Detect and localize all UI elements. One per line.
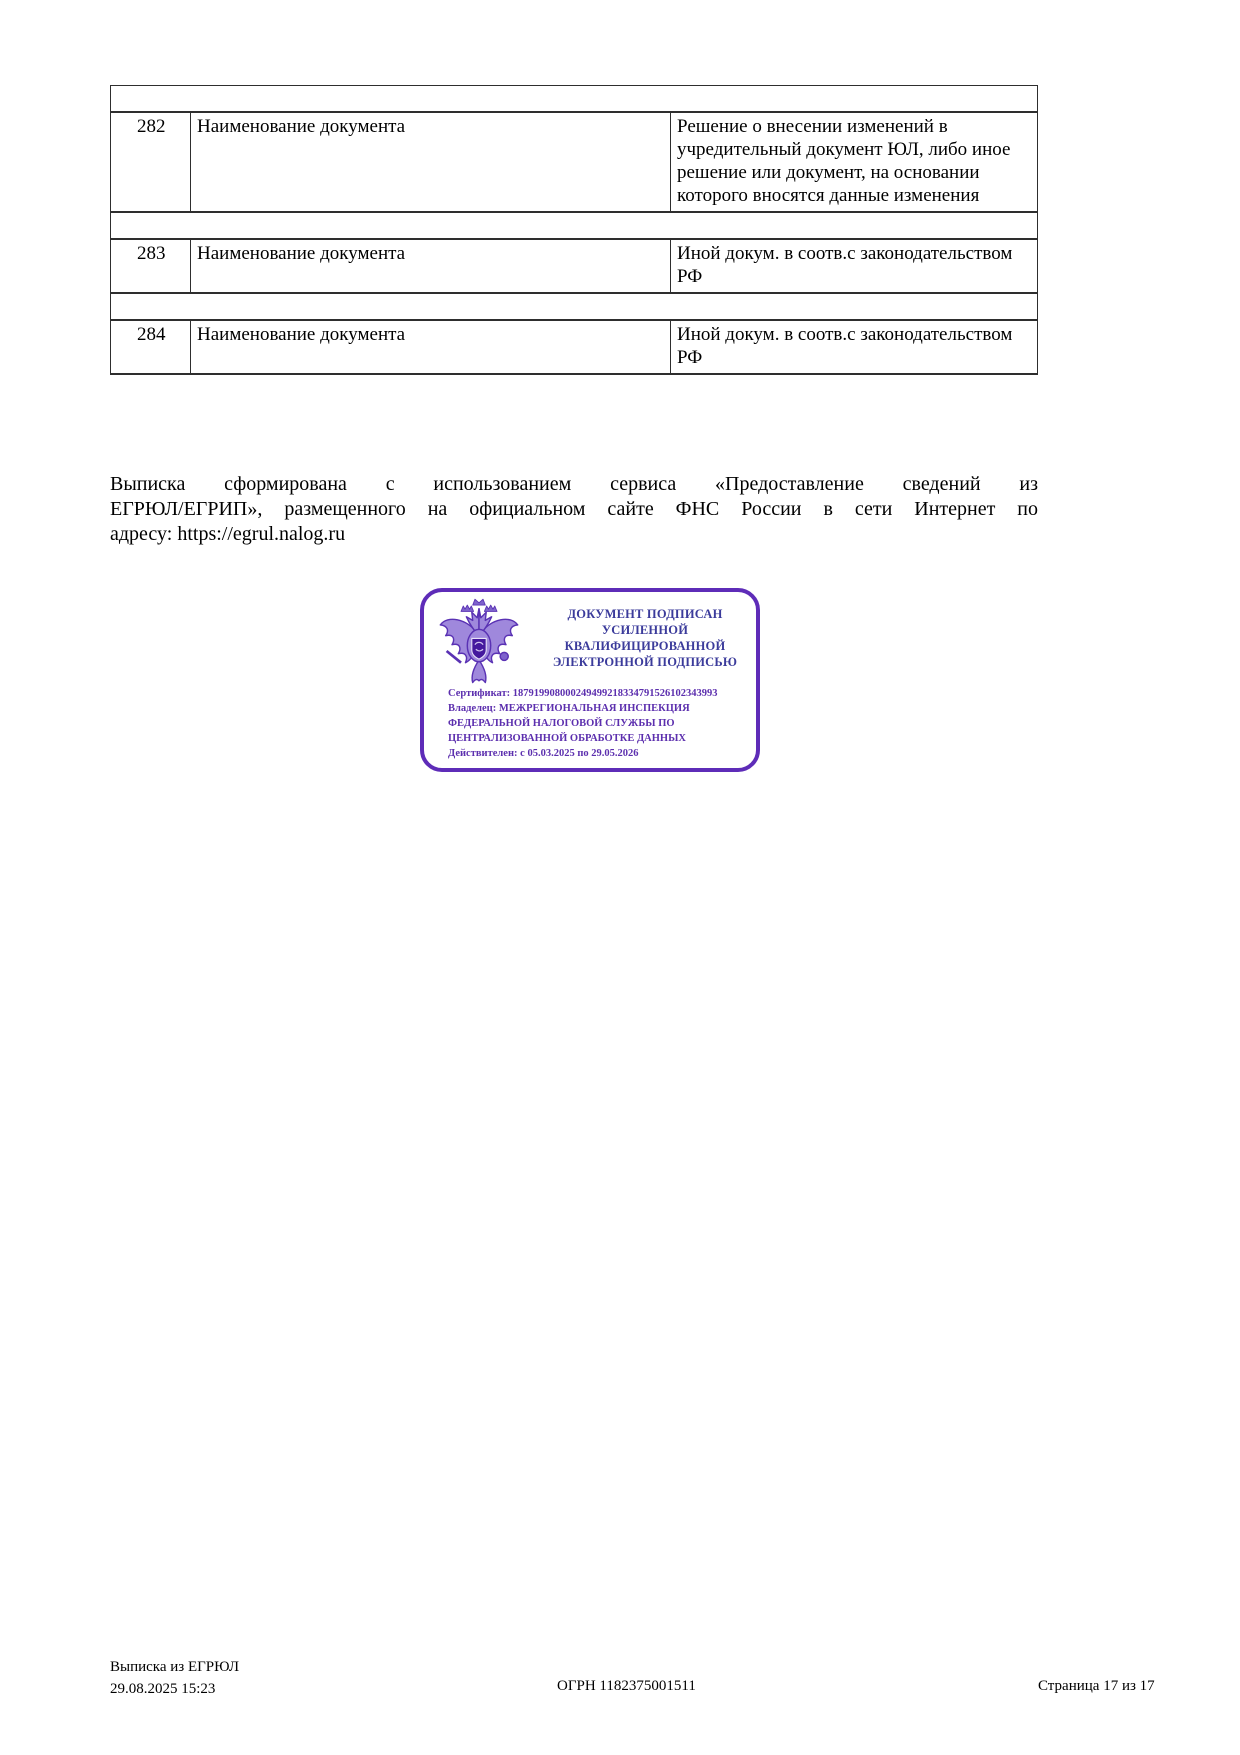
attribute-cell: Наименование документа (191, 321, 671, 373)
owner-label: Владелец: (448, 703, 497, 714)
stamp-title-line: УСИЛЕННОЙ КВАЛИФИЦИРОВАННОЙ (564, 623, 726, 653)
note-line: адресу: https://egrul.nalog.ru (110, 523, 346, 545)
validity-value: с 05.03.2025 по 29.05.2026 (520, 748, 639, 759)
value-cell: Иной докум. в соотв.с законодательством РФ (677, 324, 1013, 368)
certificate-value: 187919908000249499218334791526102343993 (512, 688, 718, 699)
table-row (111, 240, 1037, 294)
validity-label: Действителен: (448, 748, 518, 759)
footer-page-number: Страница 17 из 17 (1038, 1678, 1155, 1694)
stamp-title-line: ЭЛЕКТРОННОЙ ПОДПИСЬЮ (552, 655, 738, 669)
coat-of-arms-icon (434, 597, 524, 687)
note-line: Выписка сформирована с использованием сервиса «Предоставление сведений из (110, 473, 1038, 495)
table-row (111, 321, 1037, 373)
table-spacer-row (111, 294, 1037, 321)
value-cell: Иной докум. в соотв.с законодательством РФ (677, 243, 1013, 287)
footer-generated-timestamp: 29.08.2025 15:23 (110, 1681, 216, 1697)
validity-line (448, 746, 748, 761)
table-spacer-row (111, 213, 1037, 240)
attribute-cell: Наименование документа (191, 240, 671, 292)
row-number-cell: 283 (111, 240, 191, 292)
stamp-details (448, 686, 748, 761)
note-line: ЕГРЮЛ/ЕГРИП», размещенного на официальном сайте ФНС России в сети Интернет по (110, 498, 1038, 520)
signature-stamp (420, 588, 760, 772)
table-spacer-row (111, 86, 1037, 113)
footer-ogrn: ОГРН 1182375001511 (557, 1678, 696, 1694)
stamp-title (536, 606, 754, 670)
owner-line (448, 701, 748, 746)
stamp-title-line: ДОКУМЕНТ ПОДПИСАН (567, 607, 723, 621)
extract-table (110, 85, 1038, 375)
value-cell: Решение о внесении изменений в учредительный документ ЮЛ, либо иное решение или документ, на основании которого вносятся данные изменения (677, 116, 1011, 206)
row-number-cell: 282 (111, 113, 191, 211)
certificate-line (448, 686, 748, 701)
table-row (111, 113, 1037, 213)
footer-doc-type: Выписка из ЕГРЮЛ (110, 1659, 239, 1675)
owner-value: МЕЖРЕГИОНАЛЬНАЯ ИНСПЕКЦИЯ ФЕДЕРАЛЬНОЙ НАЛОГОВОЙ СЛУЖБЫ ПО ЦЕНТРАЛИЗОВАННОЙ ОБРАБОТКЕ ДАННЫХ (448, 703, 690, 744)
footer-left (110, 1656, 239, 1700)
certificate-label: Сертификат: (448, 688, 511, 699)
row-number-cell: 284 (111, 321, 191, 373)
attribute-cell: Наименование документа (191, 113, 671, 211)
note-paragraph (110, 472, 1038, 547)
